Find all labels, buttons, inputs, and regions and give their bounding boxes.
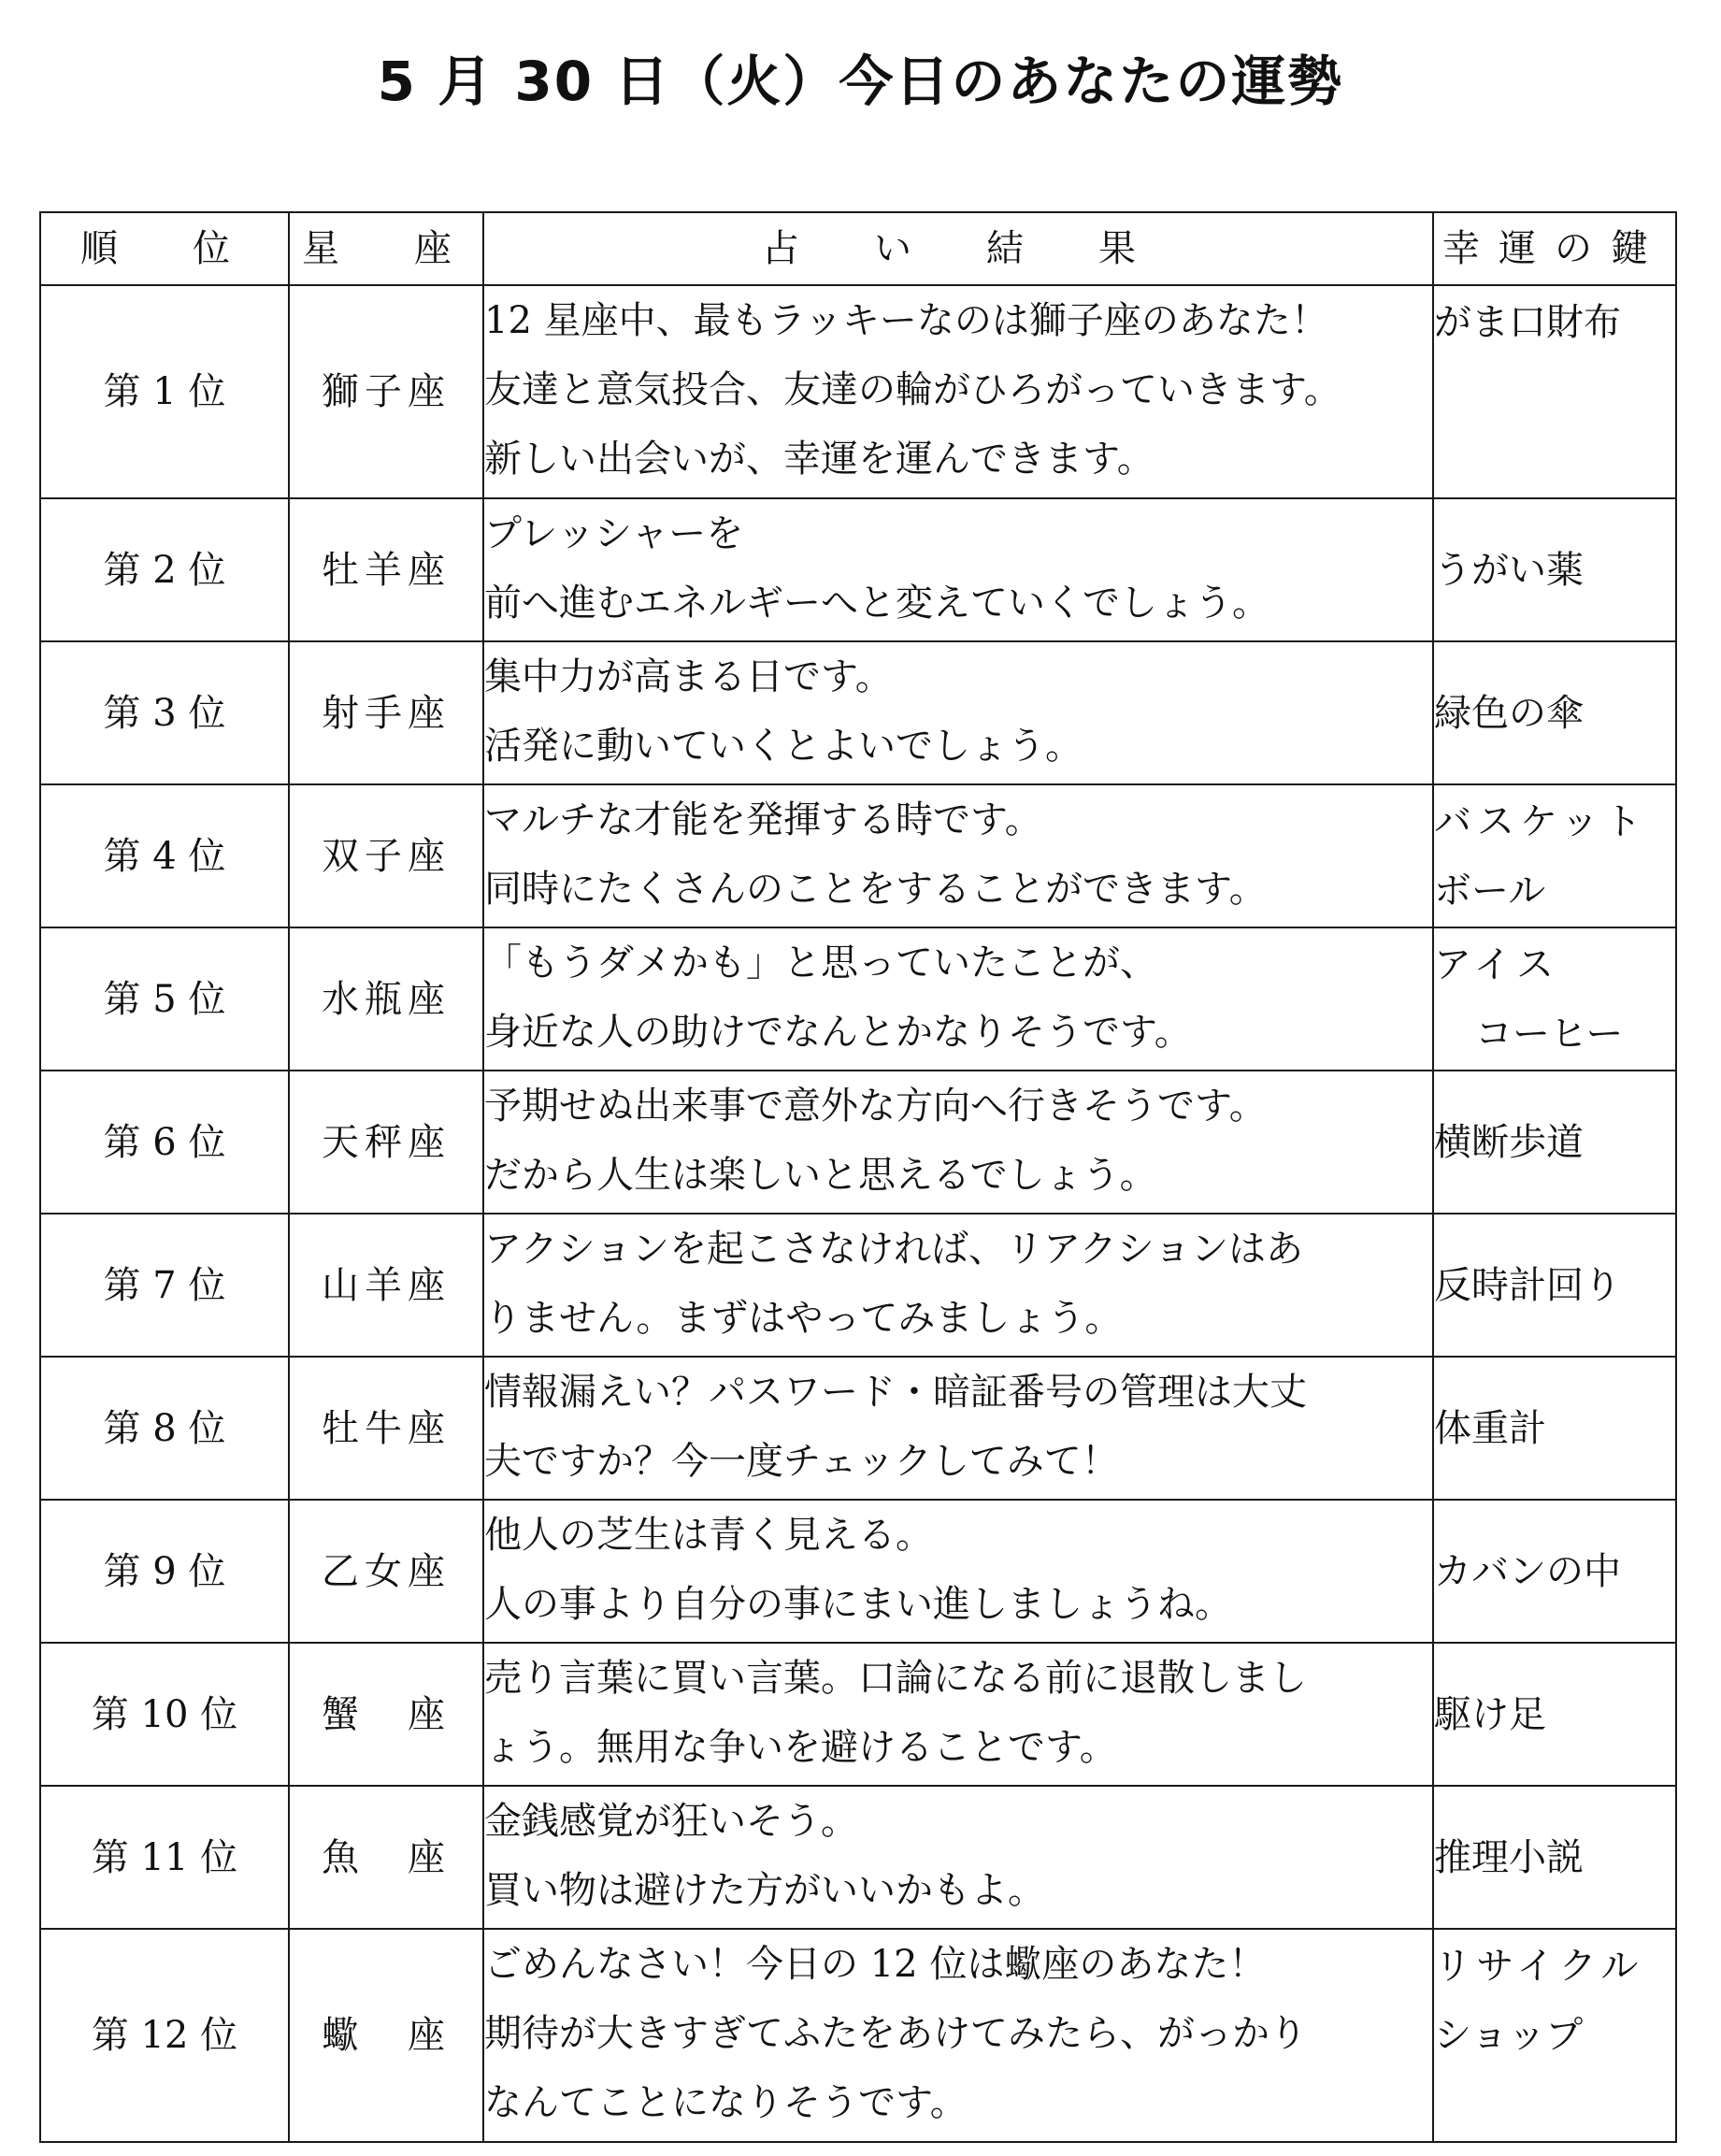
lucky-key-line: アイス <box>1434 943 1559 986</box>
result-line: プレッシャーを <box>484 512 744 555</box>
result-cell <box>483 1071 1433 1214</box>
sign-cell: 水瓶座 <box>289 927 483 1071</box>
header-lucky-key: 幸運の鍵 <box>1433 212 1676 285</box>
rank-cell: 第 4 位 <box>40 784 289 927</box>
rank-cell: 第 3 位 <box>40 641 289 784</box>
table-row <box>40 784 1676 927</box>
sign-cell: 天秤座 <box>289 1071 483 1214</box>
table-row <box>40 1929 1676 2142</box>
result-line: りません。まずはやってみましょう。 <box>484 1297 1123 1340</box>
table-row <box>40 1643 1676 1786</box>
sign-cell: 山羊座 <box>289 1214 483 1357</box>
lucky-key-line: 体重計 <box>1434 1406 1546 1450</box>
sign-cell: 蠍 座 <box>289 1929 483 2142</box>
lucky-key-cell <box>1433 285 1676 498</box>
rank-cell: 第 6 位 <box>40 1071 289 1214</box>
result-line: 予期せぬ出来事で意外な方向へ行きそうです。 <box>484 1085 1267 1128</box>
result-cell <box>483 927 1433 1071</box>
result-cell <box>483 1643 1433 1786</box>
rank-cell: 第 7 位 <box>40 1214 289 1357</box>
lucky-key-line: 駆け足 <box>1434 1692 1546 1736</box>
table-row <box>40 641 1676 784</box>
sign-cell: 獅子座 <box>289 285 483 498</box>
result-line: 友達と意気投合、友達の輪がひろがっていきます。 <box>484 368 1341 411</box>
table-row <box>40 1357 1676 1500</box>
lucky-key-cell <box>1433 1786 1676 1929</box>
rank-cell: 第 2 位 <box>40 498 289 641</box>
result-line: 同時にたくさんのことをすることができます。 <box>484 868 1267 911</box>
result-line: なんてことになりそうです。 <box>484 2081 968 2124</box>
lucky-key-line: 緑色の傘 <box>1434 691 1584 735</box>
result-line: 活発に動いていくとよいでしょう。 <box>484 725 1083 768</box>
result-line: 他人の芝生は青く見える。 <box>484 1514 933 1557</box>
table-row <box>40 1071 1676 1214</box>
result-cell <box>483 1500 1433 1643</box>
table-row <box>40 927 1676 1071</box>
lucky-key-cell <box>1433 1214 1676 1357</box>
result-line: アクションを起こさなければ、リアクションはあ <box>484 1228 1303 1271</box>
lucky-key-cell <box>1433 498 1676 641</box>
lucky-key-line: 横断歩道 <box>1434 1120 1584 1164</box>
rank-cell: 第 11 位 <box>40 1786 289 1929</box>
lucky-key-cell <box>1433 1500 1676 1643</box>
result-line: だから人生は楽しいと思えるでしょう。 <box>484 1154 1157 1197</box>
sign-cell: 牡羊座 <box>289 498 483 641</box>
lucky-key-cell <box>1433 641 1676 784</box>
header-result: 占 い 結 果 <box>483 212 1433 285</box>
result-cell <box>483 1214 1433 1357</box>
sign-cell: 乙女座 <box>289 1500 483 1643</box>
result-cell <box>483 641 1433 784</box>
header-row <box>40 212 1676 285</box>
lucky-key-line: うがい薬 <box>1434 548 1584 592</box>
table-row <box>40 498 1676 641</box>
rank-cell: 第 9 位 <box>40 1500 289 1643</box>
lucky-key-line: リサイクル <box>1434 1945 1644 1988</box>
result-cell <box>483 1786 1433 1929</box>
rank-cell: 第 12 位 <box>40 1929 289 2142</box>
result-cell <box>483 1929 1433 2142</box>
result-cell <box>483 498 1433 641</box>
result-line: 前へ進むエネルギーへと変えていくでしょう。 <box>484 582 1269 625</box>
rank-cell: 第 8 位 <box>40 1357 289 1500</box>
result-line: マルチな才能を発揮する時です。 <box>484 798 1042 841</box>
rank-cell: 第 10 位 <box>40 1643 289 1786</box>
table-row <box>40 1500 1676 1643</box>
lucky-key-cell <box>1433 1357 1676 1500</box>
result-line: 身近な人の助けでなんとかなりそうです。 <box>484 1011 1192 1054</box>
result-cell <box>483 1357 1433 1500</box>
table-row <box>40 1214 1676 1357</box>
sign-cell: 双子座 <box>289 784 483 927</box>
result-line: 「もうダメかも」と思っていたことが、 <box>484 941 1157 985</box>
result-line: 買い物は避けた方がいいかもよ。 <box>484 1869 1045 1912</box>
header-rank: 順 位 <box>40 212 289 285</box>
lucky-key-cell <box>1433 784 1676 927</box>
lucky-key-line: がま口財布 <box>1434 301 1621 344</box>
result-line: 新しい出会いが、幸運を運んできます。 <box>484 438 1155 481</box>
rank-cell: 第 1 位 <box>40 285 289 498</box>
result-line: 人の事より自分の事にまい進しましょうね。 <box>484 1583 1232 1626</box>
result-line: 情報漏えい？パスワード・暗証番号の管理は大丈 <box>484 1371 1307 1414</box>
header-sign: 星 座 <box>289 212 483 285</box>
lucky-key-line: 反時計回り <box>1434 1263 1621 1307</box>
result-line: 期待が大きすぎてふたをあけてみたら、がっかり <box>484 2012 1307 2055</box>
result-cell <box>483 285 1433 498</box>
page-title: 5 月 30 日（火）今日のあなたの運勢 <box>377 50 1344 113</box>
result-cell <box>483 784 1433 927</box>
sign-cell: 魚 座 <box>289 1786 483 1929</box>
result-line: 集中力が高まる日です。 <box>484 655 893 698</box>
lucky-key-cell <box>1433 1929 1676 2142</box>
lucky-key-cell <box>1433 927 1676 1071</box>
sign-cell: 射手座 <box>289 641 483 784</box>
lucky-key-line: ショップ <box>1434 2014 1584 2057</box>
result-line: 金銭感覚が狂いそう。 <box>484 1800 858 1843</box>
result-line: 12 星座中、最もラッキーなのは獅子座のあなた！ <box>484 299 1328 342</box>
rank-cell: 第 5 位 <box>40 927 289 1071</box>
lucky-key-line: バスケット <box>1434 800 1647 843</box>
lucky-key-line: ボール <box>1434 870 1546 913</box>
sign-cell: 牡牛座 <box>289 1357 483 1500</box>
lucky-key-cell <box>1433 1071 1676 1214</box>
result-line: ょう。無用な争いを避けることです。 <box>484 1726 1117 1769</box>
result-line: 夫ですか？今一度チェックしてみて！ <box>484 1440 1119 1483</box>
lucky-key-line: コーヒー <box>1475 1013 1624 1056</box>
result-line: ごめんなさい！今日の 12 位は蠍座のあなた！ <box>484 1943 1267 1986</box>
lucky-key-line: カバンの中 <box>1434 1549 1621 1593</box>
sign-cell: 蟹 座 <box>289 1643 483 1786</box>
table-row <box>40 1786 1676 1929</box>
fortune-table <box>39 211 1677 2143</box>
result-line: 売り言葉に買い言葉。口論になる前に退散しまし <box>484 1657 1307 1700</box>
lucky-key-cell <box>1433 1643 1676 1786</box>
lucky-key-line: 推理小説 <box>1434 1835 1584 1879</box>
table-row <box>40 285 1676 498</box>
